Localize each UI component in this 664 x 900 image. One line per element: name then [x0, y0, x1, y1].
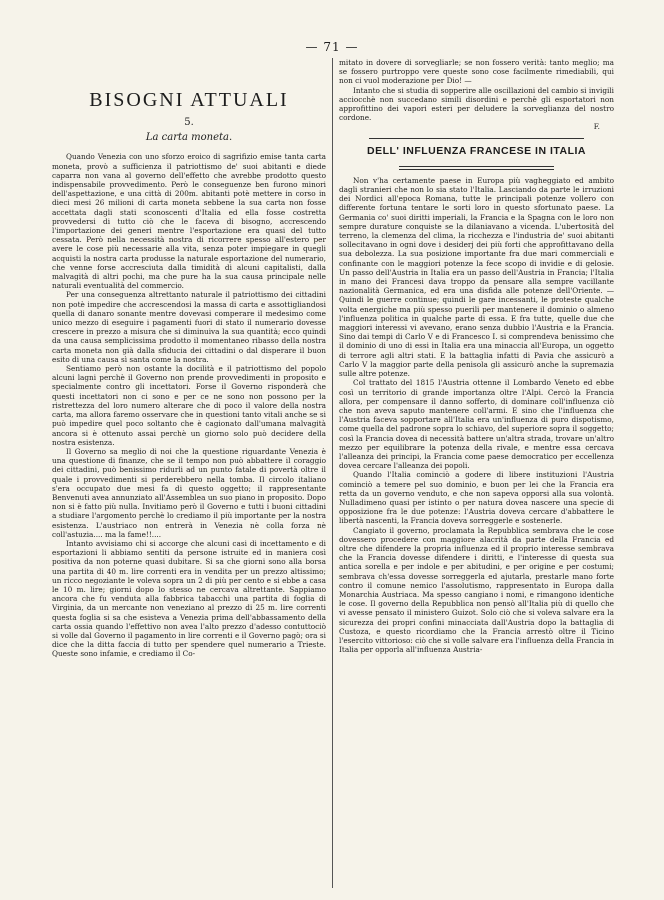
article-subtitle: La carta moneta.	[145, 132, 233, 144]
paragraph: Col trattato del 1815 l'Austria ottenne il Lombardo Veneto ed ebbe così un territorio di grande importanza oltre l'Alpi. Cercò la Francia allora, per compensare il danno sofferto, di dominare coll'influenza ciò che non aveva saputo mantenere coll'armi. E sino che l'influenza che l'Austria faceva sopportare all'Italia era un'influenza di puro dispotismo, come quella del padrone sopra lo schiavo, del superiore sopra il soggetto; così la Francia dovea di necessità battere un'altra strada, trovare un'altro mezzo per equilibrare la potenza della rivale, e mentre essa cercava l'alleanza dei principi, la Francia come paese democratico per eccellenza dovea cercare l'alleanza dei popoli.	[339, 378, 614, 471]
column-divider	[332, 58, 333, 888]
article-number: 5.	[184, 117, 194, 128]
paragraph: Intanto che si studia di sopperire alle oscillazioni del cambio si invigili acciocchè non succedano simili disordini e perchè gli esportatori non approfittino dei vapori esteri per deludere la sorveglianza del nostro cordone.	[339, 85, 614, 123]
right-column	[339, 58, 614, 888]
left-column	[52, 58, 326, 888]
paragraph: Per una conseguenza altrettanto naturale il patriottismo dei cittadini non potè impedire che accrescendosi la massa di carta e assottigliandosi quella di danaro sonante mentre dovevasi comperare il medesimo come unico mezzo di eseguire i pagamenti fuori di stato il numerario dovesse crescere in prezzo a misura che si diminuiva la sua quantità; ecco quindi da una causa semplicissima prodotto il momentaneo ribasso della nostra carta moneta non già dalla sfiducia dei cittadini o dal disperare il buon esito di una causa sì santa come la nostra.	[52, 290, 326, 364]
paragraph: Sentiamo però non ostante la docilità e il patriottismo del popolo alcuni lagni perchè il Governo non prende provvedimenti in proposito e specialmente contro gli incettatori. Forse il Governo risponderà che questi incettatori non ci sono e per ce ne sono non possono per la ristrettezza del loro numero alterare che di poco il valore della nostra carta, ma allora faremo osservare che in questioni tanto vitali anche se si può impedire quel poco soltanto che è cagionato dall'umana malvagità ancora si è ottenuto assai perchè un giorno solo può decidere della nostra esistenza.	[52, 364, 326, 447]
author-signature: F.	[593, 122, 600, 132]
paragraph: Quando l'Italia cominciò a godere di libere instituzioni l'Austria cominciò a temere pel suo dominio, e buon per lei che la Francia era retta da un governo venduto, e che non sapeva opporsi alla sua volontà. Nulladimeno quasi per istinto o per natura dovea nascere una specie di opposizione fra le due potenze: l'Austria doveva cercare d'abbattere le libertà nascenti, la Francia doveva sorreggerle e sostenerle.	[339, 470, 614, 526]
paragraph: Il Governo sa meglio di noi che la questione riguardante Venezia è una questione di finanze, che se il tempo non può abbattere il coraggio dei cittadini, può benissimo ridurli ad un punto fatale di povertà oltre il quale i provvedimenti si perderebbero nella tomba. Il circolo italiano s'era occupato due mesi fa di questo oggetto; il rappresentante Benvenuti avea annunziato all'Assemblea un suo piano in proposito. Dopo non si è fatto più nulla. Invitiamo però il Governo e tutti i buoni cittadini a studiare l'argomento perchè lo crediamo il più importante per la nostra esistenza. L'austriaco non entrerà in Venezia nè colla forza nè coll'astuzia.... ma la fame!!....	[52, 446, 326, 539]
continued-paragraph: mitato in dovere di sorvegliarle; se non fossero verità: tanto meglio; ma se fossero purtroppo vere queste sono cose facilmente rimediabili, qui non ci vuol moderazione per Dio! —	[339, 58, 614, 86]
heading-rule	[399, 166, 554, 170]
paragraph: Intanto avvisiamo chi si accorge che alcuni casi di incettamento e di esportazioni li abbiamo sentiti da persone istruite ed in maniera così positiva da non poterne quasi dubitare. Si sa che giorni sono alla borsa una partita di 40 m. lire correnti era in vendita per un prezzo altissimo; un ricco negoziante le voleva sopra un 2 di più per cento e si ebbe a casa le 10 m. lire; giorni dopo lo stesso ne cercava altrettante. Sappiamo ancora che fu venduta alla fabbrica tabacchi una partita di foglia di Virginia, da un mercante non veneziano al prezzo di 25 m. lire correnti questa foglia si sa che esisteva a Venezia prima dell'abbassamento della carta ossia quando l'effettivo non avea l'alto prezzo d'adesso contuttociò si volle dal Governo il pagamento in lire correnti e il Governo pagò; ora si dice che la ditta faccia di tutto per spendere quel numerario a Trieste. Queste sono infamie, e crediamo il Co-	[52, 538, 326, 659]
section-rule	[369, 138, 584, 139]
paragraph: Non v'ha certamente paese in Europa più vagheggiato ed ambito dagli stranieri che non lo sia stato l'Italia. Lasciando da parte le irruzioni dei Nordici all'epoca Romana, tutte le principali potenze vollero con differente fortuna tentare le sorti loro in questo sfortunato paese. La Germania co' suoi diritti imperiali, la Francia e la Spagna con le loro non sempre durature conquiste se la dilaniavano a vicenda. L'ubertosità del terreno, la clemenza del clima, la ricchezza e l'industria de' suoi abitanti sollecitavano in ogni dove i desiderj dei più forti che approfittavano della sua debolezza. La sua posizione importante fra due mari commerciali e confinante con le maggiori potenze la fece scopo di invidie e di gelosie. Un passo dell'Austria in Italia era un passo dell'Austria in Francia; l'Italia in mano dei Francesi dava troppo da pensare alla sempre vacillante nazionalità Germanica, ed era una disfida alle potenze dell'Oriente. — Quindi le guerre continue; quindi le gare incessanti, le proteste qualche volta energiche ma più spesso puerili per mantenere il dominio o almeno l'influenza politica in qualche parte di essa. E fra tutte, quelle due che maggiori interessi vi avevano, erano senza dubbio l'Austria e la Francia. Sino dai tempi di Carlo V e di Francesco I. si comprendeva benissimo che il dominio di uno di essi in Italia era una minaccia all'Europa, un oggetto di terrore agli altri stati. E la battaglia infatti di Pavia che assicurò a Carlo V la maggior parte della penisola gli assicurò anche la supremazia sulle altre potenze.	[339, 175, 614, 379]
section-heading: DELL' INFLUENZA FRANCESE IN ITALIA	[367, 144, 586, 157]
page-number: — 71 —	[305, 40, 359, 54]
article-title: BISOGNI ATTUALI	[89, 89, 289, 111]
paragraph: Quando Venezia con uno sforzo eroico di sagrifizio emise tanta carta moneta, provò a sufficienza il patriottismo de' suoi abitanti e diede caparra non vana al governo dell'effetto che avrebbe prodotto questo indispensabile provvedimento. Però le conseguenze ben furono minori dell'aspettazione, e una città di 200m. abitanti potè mettere in corso in dieci mesi 26 milioni di carta moneta sebbene la sua carta non fosse accettata dagli stati sconoscenti d'Italia ed ella fosse costretta provvedersi di tutto ciò che le faceva di bisogno, accrescendo l'importazione dei generi mentre l'esportazione era quasi del tutto cessata. Però nella necessità nostra di ricorrere spesso all'estero per avere le cose più necessarie alla vita, senza poter impiegare in quegli acquisti la nostra carta produsse la naturale esportazione del numerario, che venne forse accresciuta dalla timidità di alcuni capitalisti, dalla malvagità di altri pochi, ma che pure ha la sua causa principale nelle naturali eventualità del commercio.	[52, 152, 326, 291]
paragraph: Cangiato il governo, proclamata la Repubblica sembrava che le cose dovessero procedere con maggiore alacrità da parte della Francia ed oltre che difendere la propria influenza ed il proprio interesse sembrava che la Francia dovesse difendere i diritti, e l'interesse di questa sua antica sorella e per indole e per abitudini, e per origine e per costumi; sembrava ch'essa dovesse sorreggerla ed ajutarla, prestarle mano forte contro il comune nemico l'assolutismo, rappresentato in Europa dalla Monarchia Austriaca. Ma spesso cangiano i nomi, e rimangono identiche le cose. Il governo della Repubblica non pensò all'Italia più di quello che vi avesse pensato il ministero Guizot. Solo ciò che si voleva salvare era la sicurezza dei propri confini minacciata dall'Austria dopo la battaglia di Custoza, e questo ricordiamo che la Francia arrestò oltre il Ticino l'esercito vittorioso: ciò che si volle salvare era l'influenza della Francia in Italia per opporla all'influenza Austria-	[339, 525, 614, 655]
